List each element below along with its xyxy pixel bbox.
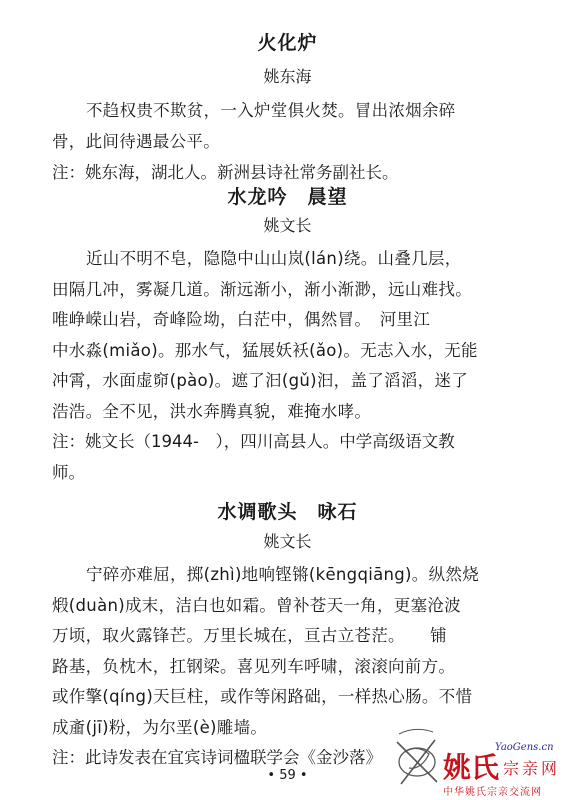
poem-line: 成齑(jī)粉，为尔垩(è)雕墙。 xyxy=(52,718,268,737)
poem-author: 姚文长 xyxy=(263,532,312,551)
watermark-brand-suffix: 宗亲网 xyxy=(503,759,561,778)
poem-line: 田隔几冲，雾凝几道。渐远渐小，渐小渐渺，远山难找。 xyxy=(52,280,472,299)
poem-note: 注：姚文长（1944- ），四川高县人。中学高级语文教 xyxy=(52,432,455,451)
poem-line: 中水淼(miǎo)。那水气，猛展妖袄(ǎo)。无志入水，无能 xyxy=(52,341,478,360)
watermark-url: YaoGens.cn xyxy=(495,742,554,753)
poem-line: 骨，此间待遇最公平。 xyxy=(52,132,220,151)
poem-line: 或作擎(qíng)天巨柱，或作等闲路础，一样热心肠。不惜 xyxy=(52,687,473,706)
poem-note: 师。 xyxy=(52,463,85,482)
poem-line: 宁碎亦难屈，掷(zhì)地响铿锵(kēngqiāng)。纵然烧 xyxy=(86,565,479,584)
watermark-subtitle: 中华姚氏宗亲交流网 xyxy=(443,787,542,798)
poem-note: 注：此诗发表在宜宾诗词楹联学会《金沙落》 xyxy=(52,748,382,767)
poem-title: 火化炉 xyxy=(257,32,318,54)
poem-note: 注：姚东海，湖北人。新洲县诗社常务副社长。 xyxy=(52,163,399,182)
poem-author: 姚东海 xyxy=(263,67,312,86)
poem-title: 水龙吟 晨望 xyxy=(227,186,348,208)
watermark-brand: 姚氏 xyxy=(443,751,500,784)
poem-line: 路基，负枕木，扛钢梁。喜见列车呼啸，滚滚向前方。 xyxy=(52,657,456,676)
poem-line: 万顷，取火露锋芒。万里长城在，亘古立苍茫。 铺 xyxy=(52,626,447,645)
poem-line: 近山不明不皂，隐隐中山山岚(lán)绕。山叠几层， xyxy=(86,249,462,268)
poem-line: 冲霄，水面虚窌(pào)。遮了汩(gǔ)汩，盖了滔滔，迷了 xyxy=(52,371,469,390)
poem-line: 煅(duàn)成末，洁白也如霜。曾补苍天一角，更塞沧波 xyxy=(52,596,461,615)
poem-line: 浩浩。全不见，洪水奔腾真貌，难掩水哮。 xyxy=(52,402,372,421)
watermark-logo xyxy=(395,722,575,800)
poem-line: 不趋权贵不欺贫，一入炉堂俱火焚。冒出浓烟余碎 xyxy=(86,101,456,120)
page-number: • 59 • xyxy=(267,768,308,783)
poem-author: 姚文长 xyxy=(263,216,312,235)
poem-line: 唯峥嵘山岩，奇峰险坳，白茫中，偶然冒。 河里江 xyxy=(52,310,431,329)
poem-title: 水调歌头 咏石 xyxy=(217,501,358,523)
